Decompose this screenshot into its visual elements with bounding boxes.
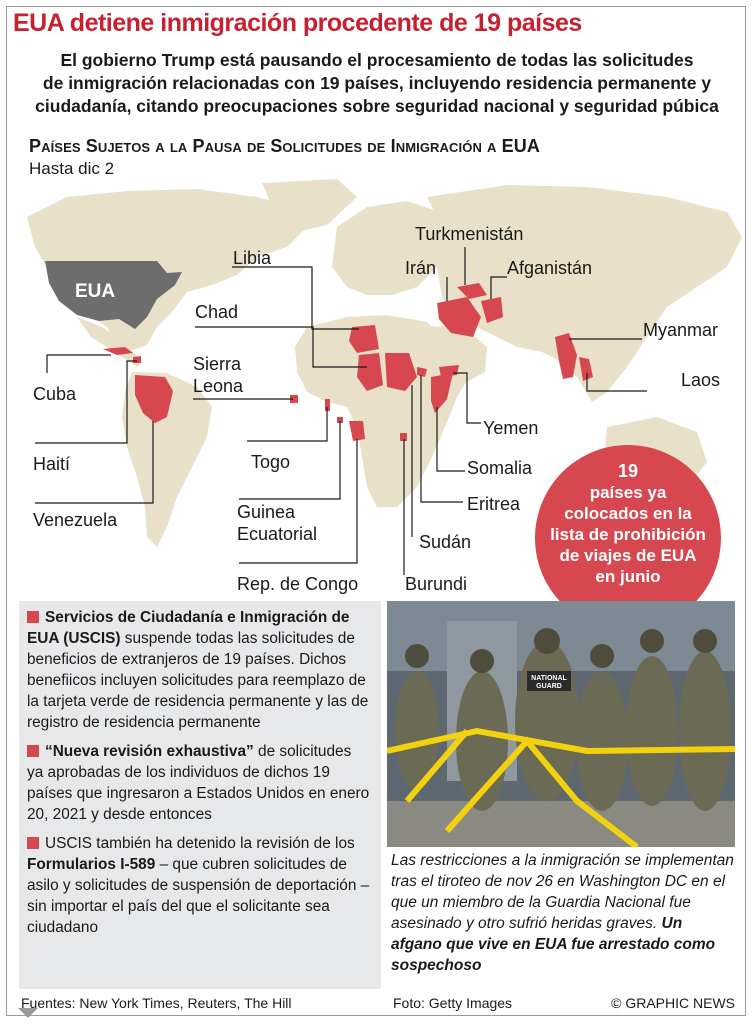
leader-togo bbox=[247, 407, 327, 441]
label-somalia: Somalia bbox=[467, 458, 533, 478]
usa-label: EUA bbox=[75, 281, 116, 302]
news-photo bbox=[387, 601, 735, 847]
sources: Fuentes: New York Times, Reuters, The Hill bbox=[21, 995, 292, 1011]
badge-line: de viajes de EUA bbox=[559, 546, 697, 565]
label-yemen: Yemen bbox=[483, 418, 539, 438]
bullet-text: suspende todas las solicitudes de beneficios de extranjeros de 19 países. Dichos benefiicos incluyen solicitudes para reemplazo de la tarjeta verde de residencia permanente y las de registro de residencia permanente bbox=[27, 630, 369, 731]
label-haiti: Haití bbox=[33, 454, 71, 474]
bullet-text: USCIS también ha detenido la revisión de los bbox=[45, 835, 355, 852]
landmass-europe bbox=[332, 201, 447, 295]
frame-notch-icon bbox=[18, 1008, 38, 1018]
badge-line: en junio bbox=[595, 567, 661, 586]
subtitle-line: ciudadanía, citando preocupaciones sobre seguridad nacional y seguridad púbica bbox=[35, 96, 719, 116]
bullet-square-icon bbox=[27, 611, 39, 623]
infographic-frame bbox=[6, 6, 746, 1016]
badge-line: lista de prohibición bbox=[550, 525, 706, 544]
label-sierra-leona-line: Sierra bbox=[193, 354, 242, 374]
label-afganistan: Afganistán bbox=[507, 258, 593, 278]
rep-congo-shape bbox=[349, 421, 365, 441]
photo-caption bbox=[391, 850, 737, 976]
info-bullet-review bbox=[27, 741, 371, 825]
map-title: Países Sujetos a la Pausa de Solicitudes de Inmigración a EUA bbox=[29, 136, 540, 156]
subtitle-line: El gobierno Trump está pausando el procesamiento de todas las solicitudes bbox=[60, 50, 694, 70]
label-libia: Libia bbox=[233, 248, 272, 268]
bullet-bold-text: Formularios I-589 bbox=[27, 856, 156, 873]
label-myanmar: Myanmar bbox=[643, 320, 719, 340]
label-turkmenistan: Turkmenistán bbox=[415, 224, 524, 244]
bullet-bold-text: Servicios de Ciudadanía e Inmigración de EUA (USCIS) bbox=[27, 609, 350, 647]
bullet-square-icon bbox=[27, 837, 39, 849]
caption-bold-text: Un afgano que vive en EUA fue arrestado como sospechoso bbox=[391, 915, 716, 974]
label-chad: Chad bbox=[195, 302, 239, 322]
label-eritrea: Eritrea bbox=[467, 494, 521, 514]
bullet-text: – que cubren solicitudes de asilo y solicitudes de suspensión de deportación – sin importar el país del que el solicitante sea ciudadano bbox=[27, 856, 370, 936]
brand-credit: © GRAPHIC NEWS bbox=[611, 995, 735, 1011]
patch-text-line2: GUARD bbox=[536, 683, 562, 690]
label-sierra-leona bbox=[193, 353, 243, 397]
label-venezuela: Venezuela bbox=[33, 510, 118, 530]
label-sierra-leona-line: Leona bbox=[193, 376, 244, 396]
haiti-shape bbox=[133, 356, 141, 363]
photo-credit: Foto: Getty Images bbox=[393, 995, 513, 1011]
label-guinea-ecuatorial-line: Guinea bbox=[237, 502, 296, 522]
label-rep-congo: Rep. de Congo bbox=[237, 574, 359, 594]
footer bbox=[7, 991, 746, 1015]
map-subtitle: Hasta dic 2 bbox=[29, 159, 115, 178]
label-laos: Laos bbox=[681, 370, 721, 390]
badge-line: países ya bbox=[589, 483, 667, 502]
title-bar bbox=[7, 7, 745, 41]
label-togo: Togo bbox=[251, 452, 291, 472]
subtitle-line: de inmigración relacionadas con 19 países, incluyendo residencia permanente y bbox=[42, 73, 712, 93]
label-sudan: Sudán bbox=[419, 532, 472, 552]
bullet-bold-text: “Nueva revisión exhaustiva” bbox=[45, 743, 254, 760]
bullet-text: de solicitudes ya aprobadas de los individuos de dichos 19 países que ingresaron a Estados Unidos en enero 20, 2021 y desde entonces bbox=[27, 743, 370, 823]
label-iran: Irán bbox=[405, 258, 437, 278]
leader-cuba bbox=[47, 355, 111, 373]
caption-text: Las restricciones a la inmigración se implementan tras el tiroteo de nov 26 en Washington DC en el que un miembro de la Guardia Nacional fue asesinado y otro sufrió heridas graves. bbox=[391, 852, 734, 932]
label-guinea-ecuatorial-line: Ecuatorial bbox=[237, 524, 318, 544]
label-burundi: Burundi bbox=[405, 574, 468, 594]
page-title: EUA detiene inmigración procedente de 19 países bbox=[13, 9, 582, 37]
photo-illustration bbox=[387, 601, 735, 847]
label-guinea-ecuatorial bbox=[237, 501, 317, 545]
info-bullet-asylum bbox=[27, 833, 371, 938]
label-cuba: Cuba bbox=[33, 384, 77, 404]
patch-text-line1: NATIONAL bbox=[531, 675, 567, 682]
info-bullet-uscis bbox=[27, 607, 371, 733]
badge-line: colocados en la bbox=[564, 504, 692, 523]
page-subtitle bbox=[17, 49, 737, 118]
badge-line: 19 bbox=[617, 461, 639, 481]
bullet-square-icon bbox=[27, 745, 39, 757]
info-panel bbox=[19, 601, 381, 989]
